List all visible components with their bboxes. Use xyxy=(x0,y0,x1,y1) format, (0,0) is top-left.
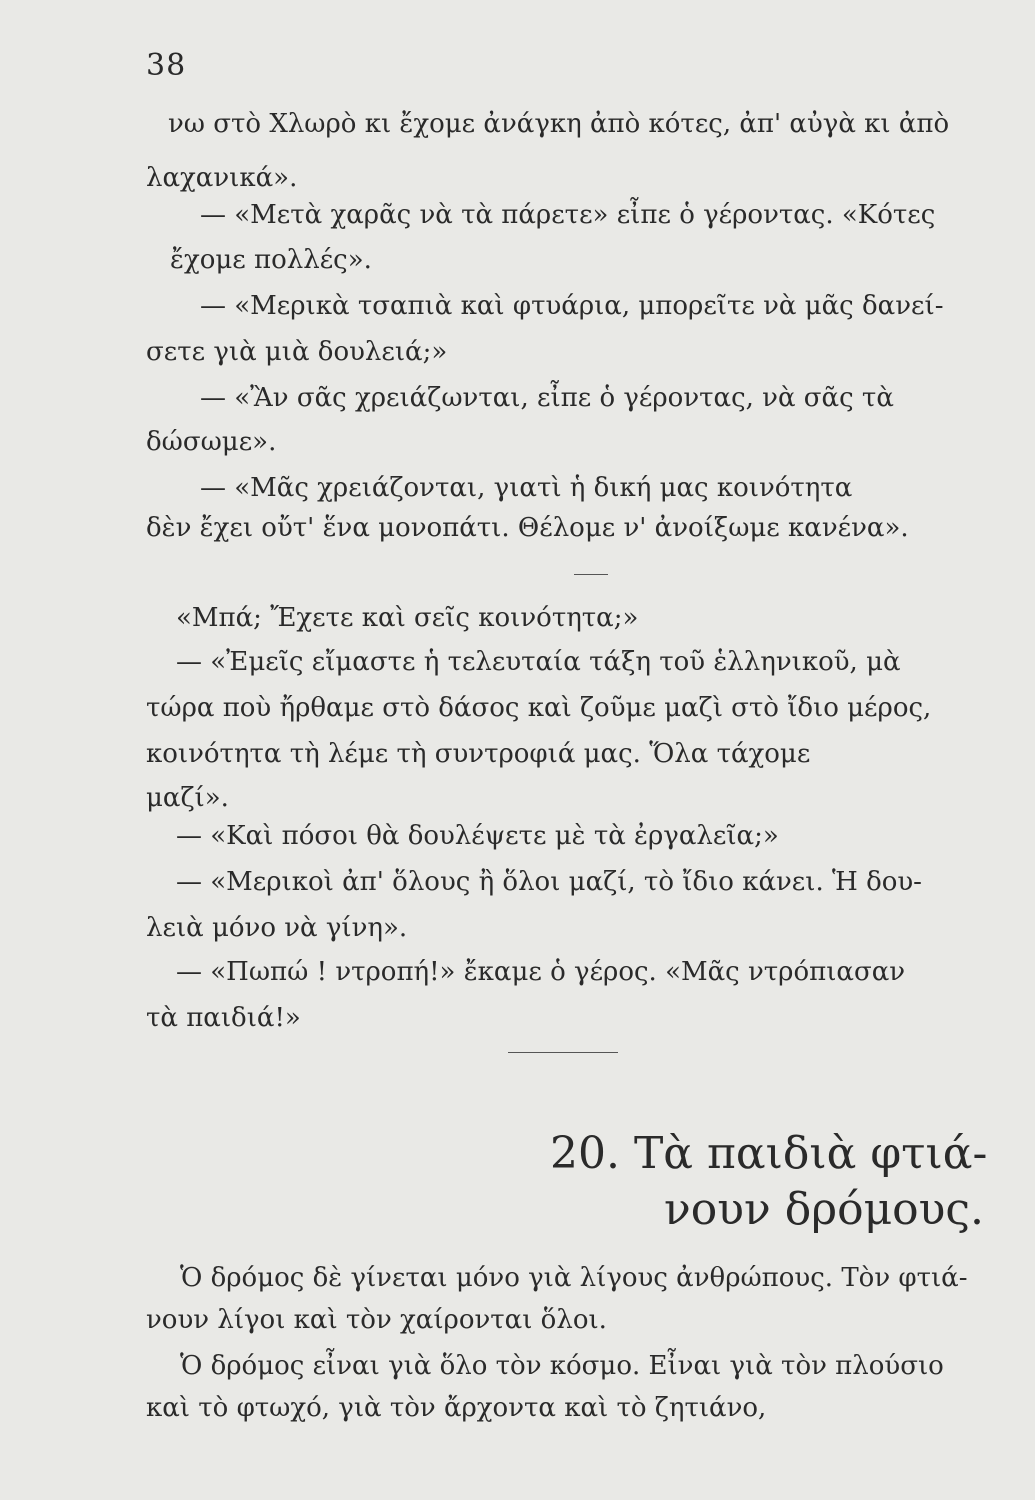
text-line: νω στὸ Χλωρὸ κι ἔχομε ἀνάγκη ἀπὸ κότες, ἀπ' αὐγὰ κι ἀπὸ xyxy=(168,109,950,139)
text-line: τώρα ποὺ ἤρθαμε στὸ δάσος καὶ ζοῦμε μαζὶ στὸ ἴδιο μέρος, xyxy=(146,693,932,723)
text-line: καὶ τὸ φτωχό, γιὰ τὸν ἄρχοντα καὶ τὸ ζητιάνο, xyxy=(146,1393,767,1423)
text-line: δώσωμε». xyxy=(146,427,277,457)
chapter-heading-line-2: νουν δρόμους. xyxy=(664,1184,985,1235)
text-line: δὲν ἔχει οὔτ' ἕνα μονοπάτι. Θέλομε ν' ἀνοίξωμε κανένα». xyxy=(146,513,909,543)
text-line: λαχανικά». xyxy=(146,163,298,193)
text-line: σετε γιὰ μιὰ δουλειά;» xyxy=(146,337,448,367)
text-line: νουν λίγοι καὶ τὸν χαίρονται ὅλοι. xyxy=(146,1305,607,1335)
text-line: ἔχομε πολλές». xyxy=(170,245,372,275)
text-line: μαζί». xyxy=(146,783,229,813)
text-line: — «Μετὰ χαρᾶς νὰ τὰ πάρετε» εἶπε ὁ γέροντας. «Κότες xyxy=(200,200,936,230)
text-line: — «Καὶ πόσοι θὰ δουλέψετε μὲ τὰ ἐργαλεῖα;» xyxy=(176,821,779,851)
text-line: — «Πωπώ ! ντροπή!» ἔκαμε ὁ γέρος. «Μᾶς ντρόπιασαν xyxy=(176,957,906,987)
text-line: — «Μερικὰ τσαπιὰ καὶ φτυάρια, μπορεῖτε νὰ μᾶς δανεί- xyxy=(200,291,944,321)
text-line: λειὰ μόνο νὰ γίνη». xyxy=(146,913,408,943)
text-line: κοινότητα τὴ λέμε τὴ συντροφιά μας. Ὅλα τάχομε xyxy=(146,739,811,769)
text-line: Ὁ δρόμος δὲ γίνεται μόνο γιὰ λίγους ἀνθρώπους. Τὸν φτιά- xyxy=(180,1263,968,1293)
text-line: Ὁ δρόμος εἶναι γιὰ ὅλο τὸν κόσμο. Εἶναι γιὰ τὸν πλούσιο xyxy=(180,1351,944,1381)
section-divider xyxy=(508,1052,618,1053)
section-divider xyxy=(574,574,608,575)
text-line: — «Ἐμεῖς εἴμαστε ἡ τελευταία τάξη τοῦ ἑλληνικοῦ, μὰ xyxy=(176,647,901,677)
text-line: — «Ἂν σᾶς χρειάζωνται, εἶπε ὁ γέροντας, νὰ σᾶς τὰ xyxy=(200,383,894,413)
text-line: — «Μερικοὶ ἀπ' ὅλους ἢ ὅλοι μαζί, τὸ ἴδιο κάνει. Ἡ δου- xyxy=(176,867,922,897)
text-line: — «Μᾶς χρειάζονται, γιατὶ ἡ δική μας κοινότητα xyxy=(200,473,853,503)
text-line: «Μπά; Ἔχετε καὶ σεῖς κοινότητα;» xyxy=(176,603,639,633)
text-line: τὰ παιδιά!» xyxy=(146,1003,301,1033)
chapter-heading-line-1: 20. Τὰ παιδιὰ φτιά- xyxy=(550,1128,988,1179)
page-number: 38 xyxy=(146,48,187,83)
